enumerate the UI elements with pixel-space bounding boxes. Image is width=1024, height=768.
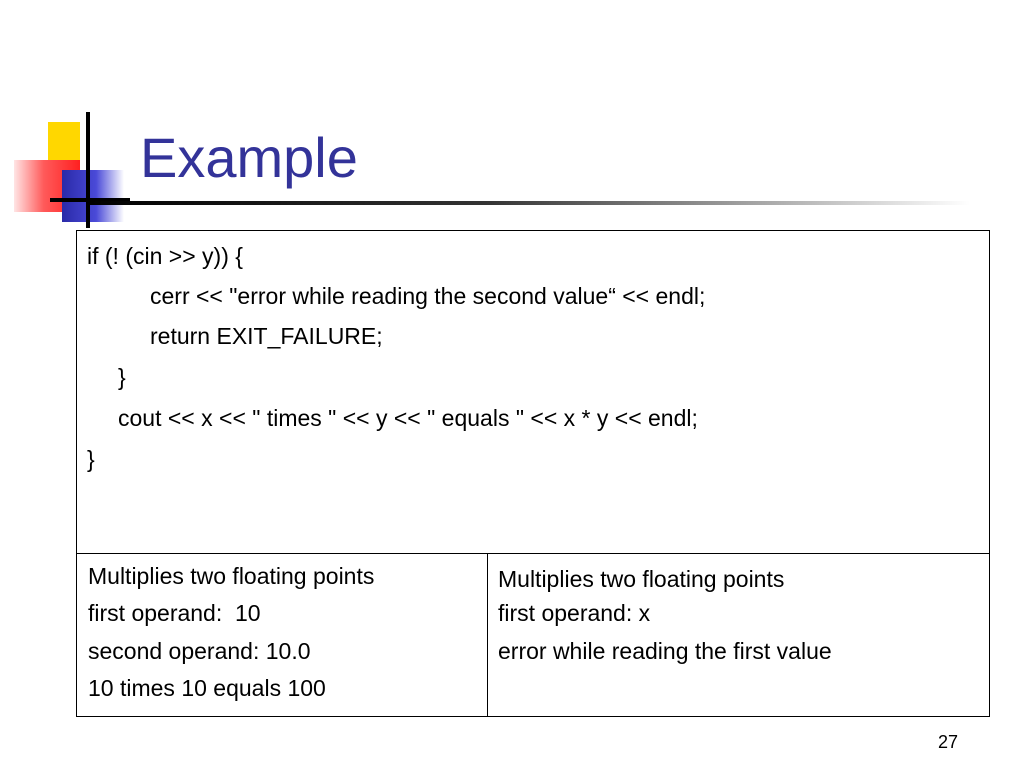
code-line: cout << x << " times " << y << " equals " << x * y << endl; [118,405,698,431]
logo-vertical-line [86,112,90,228]
output-line: error while reading the first value [498,638,832,664]
code-line: return EXIT_FAILURE; [150,323,383,349]
logo-yellow-block [48,122,80,164]
logo-blue-block [62,170,124,222]
slide-title: Example [140,126,358,189]
code-box [76,230,990,554]
output-box-valid-input [76,553,488,717]
slide-logo-decoration [0,100,140,230]
code-line: cerr << "error while reading the second value“ << endl; [150,283,706,309]
page-number: 27 [938,732,959,752]
code-line: } [118,364,126,390]
output-box-invalid-input [487,553,990,717]
output-line: 10 times 10 equals 100 [88,675,326,701]
code-line: if (! (cin >> y)) { [87,243,243,269]
output-line: first operand: x [498,600,651,626]
output-line: Multiplies two floating points [88,563,375,589]
title-divider [90,201,970,205]
output-line: Multiplies two floating points [498,566,785,592]
output-line: first operand: 10 [88,600,261,626]
code-line: } [87,446,95,472]
output-line: second operand: 10.0 [88,638,311,664]
